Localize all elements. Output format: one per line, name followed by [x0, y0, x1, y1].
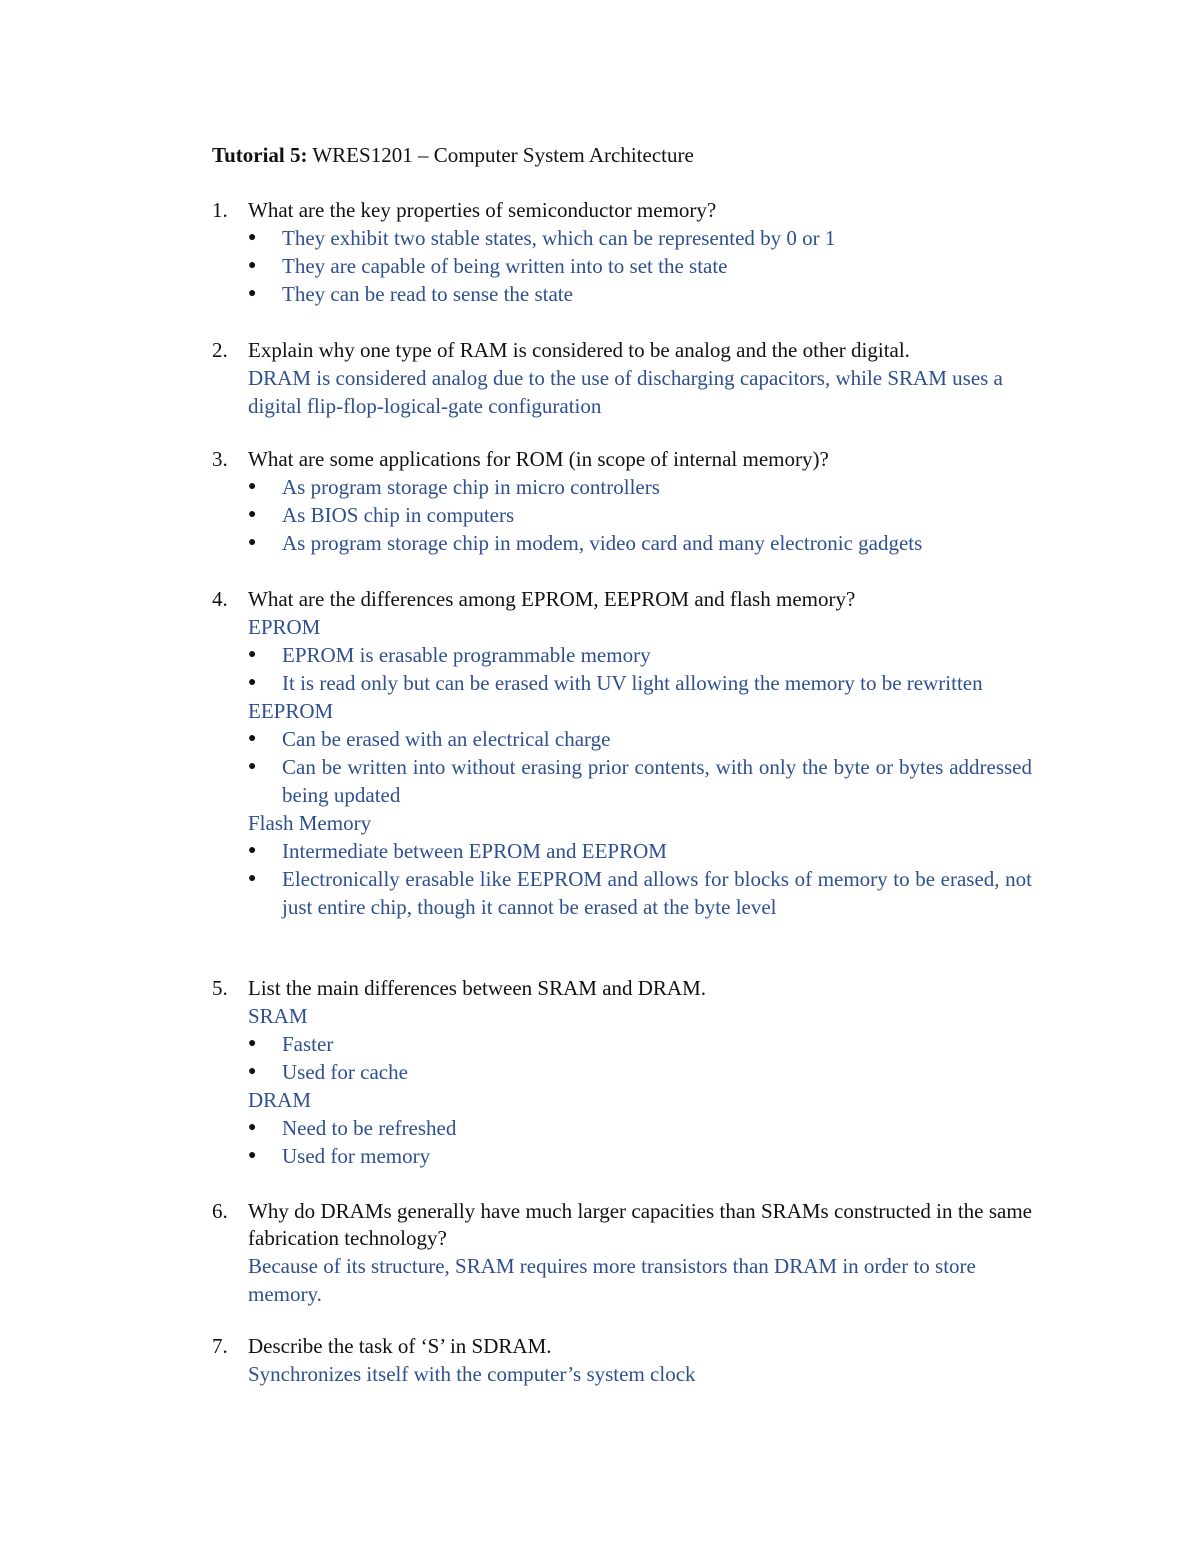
title-rest: WRES1201 – Computer System Architecture	[307, 143, 694, 167]
title-bold: Tutorial 5:	[212, 143, 308, 167]
question-4	[212, 586, 1032, 921]
question-number: 6.	[212, 1199, 228, 1223]
question-6	[212, 1198, 1032, 1308]
bullet-icon: ●	[248, 230, 257, 245]
answer-bullet: ● Can be written into without erasing prior contents, with only the byte or bytes addressed being updated	[248, 755, 1032, 807]
subheading-flash-memory: Flash Memory	[248, 811, 372, 835]
bullet-icon: ●	[248, 258, 257, 273]
subheading-eeprom: EEPROM	[248, 699, 334, 723]
question-number: 1.	[212, 198, 228, 222]
answer-bullet: ● Used for memory	[248, 1144, 431, 1168]
bullet-icon: ●	[248, 479, 257, 494]
bullet-icon: ●	[248, 286, 257, 301]
question-text: Describe the task of ‘S’ in SDRAM.	[248, 1334, 552, 1358]
answer-bullet: ● It is read only but can be erased with UV light allowing the memory to be rewritten	[248, 671, 983, 695]
bullet-icon: ●	[248, 843, 257, 858]
question-number: 7.	[212, 1334, 228, 1358]
question-number: 4.	[212, 587, 228, 611]
bullet-icon: ●	[248, 871, 257, 886]
question-text: List the main differences between SRAM and DRAM.	[248, 976, 707, 1000]
question-7	[212, 1333, 1032, 1388]
bullet-icon: ●	[248, 1148, 257, 1163]
subheading-sram: SRAM	[248, 1004, 308, 1028]
question-2	[212, 337, 1032, 420]
answer-bullet: ● They are capable of being written into to set the state	[248, 254, 728, 278]
answer-text: Because of its structure, SRAM requires more transistors than DRAM in order to store memory.	[248, 1254, 976, 1306]
answer-bullet: ● As program storage chip in micro controllers	[248, 475, 660, 499]
bullet-icon: ●	[248, 507, 257, 522]
answer-bullet: ● Can be erased with an electrical charge	[248, 727, 611, 751]
answer-bullet: ● As program storage chip in modem, video card and many electronic gadgets	[248, 531, 923, 555]
answer-bullet: ● Electronically erasable like EEPROM and allows for blocks of memory to be erased, not just entire chip, though it cannot be erased at the byte level	[248, 867, 1032, 919]
answer-text: DRAM is considered analog due to the use of discharging capacitors, while SRAM uses a digital flip-flop-logical-gate configuration	[248, 366, 1003, 418]
answer-bullet: ● Used for cache	[248, 1060, 408, 1084]
question-text: What are some applications for ROM (in scope of internal memory)?	[248, 447, 829, 471]
question-text: What are the differences among EPROM, EEPROM and flash memory?	[248, 587, 856, 611]
answer-bullet: ● Intermediate between EPROM and EEPROM	[248, 839, 667, 863]
question-3	[212, 446, 1032, 557]
bullet-icon: ●	[248, 675, 257, 690]
answer-bullet: ● They exhibit two stable states, which can be represented by 0 or 1	[248, 226, 836, 250]
answer-text: Synchronizes itself with the computer’s system clock	[248, 1362, 696, 1386]
question-text: Explain why one type of RAM is considered to be analog and the other digital.	[248, 338, 910, 362]
bullet-icon: ●	[248, 1036, 257, 1051]
answer-bullet: ● Need to be refreshed	[248, 1116, 457, 1140]
question-number: 3.	[212, 447, 228, 471]
subheading-dram: DRAM	[248, 1088, 312, 1112]
document-title	[212, 143, 694, 168]
bullet-icon: ●	[248, 759, 257, 774]
question-number: 5.	[212, 976, 228, 1000]
answer-bullet: ● They can be read to sense the state	[248, 282, 573, 306]
answer-bullet: ● Faster	[248, 1032, 334, 1056]
answer-bullet: ● As BIOS chip in computers	[248, 503, 515, 527]
question-text: Why do DRAMs generally have much larger capacities than SRAMs constructed in the same fabrication technology?	[248, 1199, 1032, 1250]
answer-bullet: ● EPROM is erasable programmable memory	[248, 643, 651, 667]
question-5	[212, 975, 1032, 1170]
question-1	[212, 197, 1032, 308]
bullet-icon: ●	[248, 731, 257, 746]
subheading-eprom: EPROM	[248, 615, 321, 639]
question-text: What are the key properties of semiconductor memory?	[248, 198, 717, 222]
bullet-icon: ●	[248, 647, 257, 662]
bullet-icon: ●	[248, 535, 257, 550]
question-number: 2.	[212, 338, 228, 362]
bullet-icon: ●	[248, 1120, 257, 1135]
bullet-icon: ●	[248, 1064, 257, 1079]
